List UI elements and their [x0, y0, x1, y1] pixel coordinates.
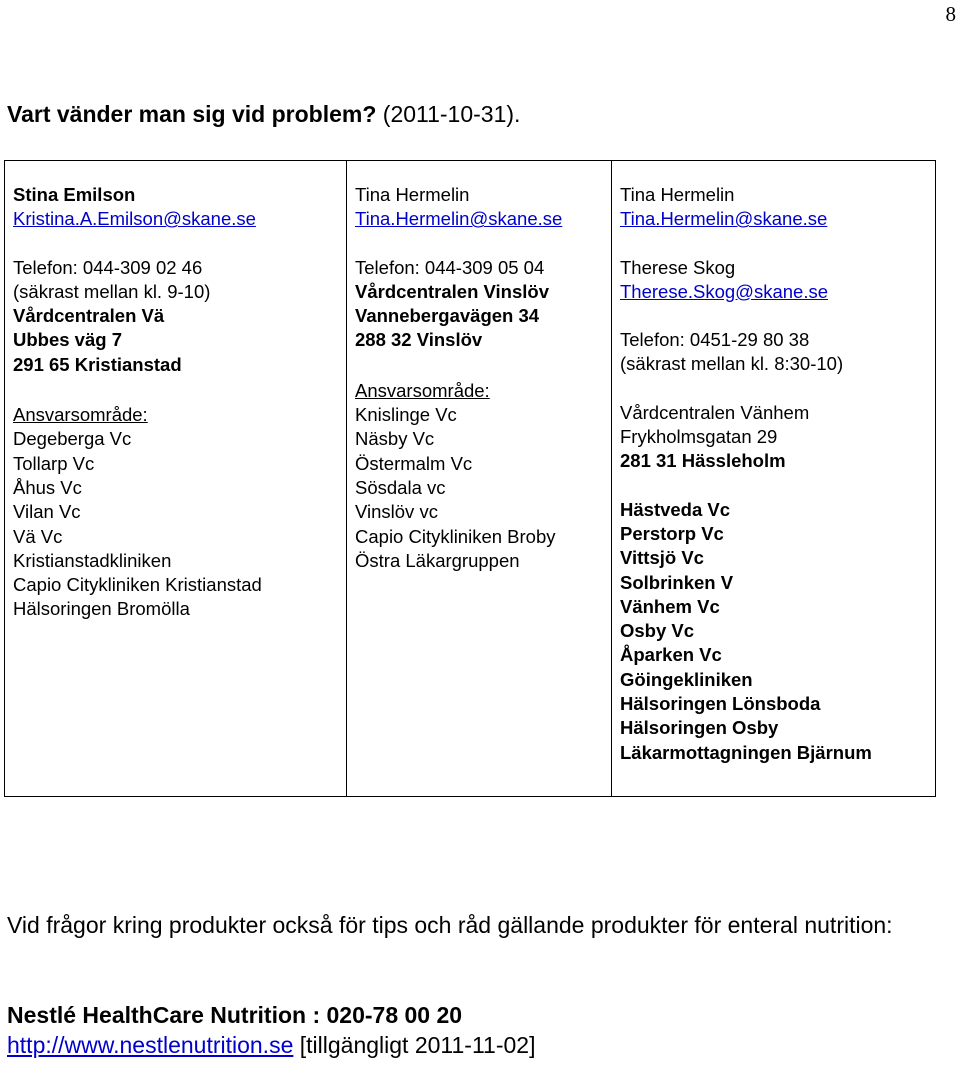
area-item: Vilan Vc [13, 501, 81, 523]
contact-phone: Telefon: 044-309 02 46 [13, 256, 203, 278]
area-item: Sösdala vc [355, 476, 446, 498]
contact-name: Stina Emilson [13, 184, 136, 205]
address-line: 291 65 Kristianstad [13, 353, 182, 375]
address-line: Vårdcentralen Vinslöv [355, 280, 549, 302]
area-item: Åparken Vc [620, 644, 722, 666]
area-item: Östermalm Vc [355, 452, 473, 474]
area-item: Göingekliniken [620, 668, 753, 690]
website-link[interactable]: http://www.nestlenutrition.se [7, 1032, 294, 1058]
accessed-date: [tillgängligt 2011-11-02] [299, 1032, 536, 1058]
area-item: Kristianstadkliniken [13, 549, 172, 571]
area-item: Tollarp Vc [13, 452, 95, 474]
contact-cell-vinslov [347, 161, 612, 797]
area-item: Degeberga Vc [13, 428, 132, 450]
contact-email-link[interactable]: Tina.Hermelin@skane.se [355, 208, 563, 230]
contact-email-link[interactable]: Kristina.A.Emilson@skane.se [13, 208, 256, 230]
footer-company: Nestlé HealthCare Nutrition : 020-78 00 20 [7, 1002, 463, 1028]
contact-hours: (säkrast mellan kl. 9-10) [13, 280, 211, 302]
contact-phone: Telefon: 0451-29 80 38 [620, 329, 810, 351]
page-number: 8 [945, 2, 956, 26]
contact-cell-hassleholm [612, 161, 936, 797]
area-item: Åhus Vc [13, 476, 82, 498]
contact-email-link-2[interactable]: Therese.Skog@skane.se [620, 280, 828, 302]
area-item: Solbrinken V [620, 571, 734, 593]
area-item: Läkarmottagningen Bjärnum [620, 741, 872, 763]
footer-note: Vid frågor kring produkter också för tips och råd gällande produkter för enteral nutrition: [7, 912, 893, 938]
address-line: 281 31 Hässleholm [620, 450, 786, 472]
address-line: Ubbes väg 7 [13, 329, 122, 351]
area-label: Ansvarsområde: [13, 404, 148, 426]
area-item: Hälsoringen Osby [620, 717, 779, 739]
area-item: Vä Vc [13, 525, 63, 547]
contact-phone: Telefon: 044-309 05 04 [355, 256, 545, 278]
area-item: Perstorp Vc [620, 522, 724, 544]
area-item: Vinslöv vc [355, 501, 438, 523]
contact-name: Tina Hermelin [620, 184, 735, 205]
contacts-table [4, 160, 936, 797]
contact-cell-kristianstad [5, 161, 347, 797]
area-item: Capio Citykliniken Kristianstad [13, 574, 262, 596]
area-item: Osby Vc [620, 620, 695, 642]
address-line: Frykholmsgatan 29 [620, 426, 778, 448]
area-item: Hästveda Vc [620, 498, 731, 520]
address-line: 288 32 Vinslöv [355, 329, 483, 351]
area-item: Östra Läkargruppen [355, 549, 520, 571]
area-item: Hälsoringen Lönsboda [620, 693, 821, 715]
page-title-date: (2011-10-31). [382, 101, 521, 127]
address-line: Vårdcentralen Vänhem [620, 401, 810, 423]
area-item: Vänhem Vc [620, 595, 720, 617]
area-item: Capio Citykliniken Broby [355, 525, 556, 547]
address-line: Vårdcentralen Vä [13, 305, 165, 327]
area-item: Näsby Vc [355, 428, 435, 450]
address-line: Vannebergavägen 34 [355, 305, 540, 327]
area-item: Vittsjö Vc [620, 547, 704, 569]
area-item: Hälsoringen Bromölla [13, 598, 190, 620]
contact-name: Tina Hermelin [355, 184, 470, 205]
area-item: Knislinge Vc [355, 404, 457, 426]
footer-source [7, 1031, 535, 1060]
contact-name-2: Therese Skog [620, 256, 736, 278]
page-title [7, 101, 520, 128]
page-title-text: Vart vänder man sig vid problem? [7, 101, 377, 127]
contact-hours: (säkrast mellan kl. 8:30-10) [620, 353, 844, 375]
area-label: Ansvarsområde: [355, 379, 490, 401]
contact-email-link[interactable]: Tina.Hermelin@skane.se [620, 208, 828, 230]
